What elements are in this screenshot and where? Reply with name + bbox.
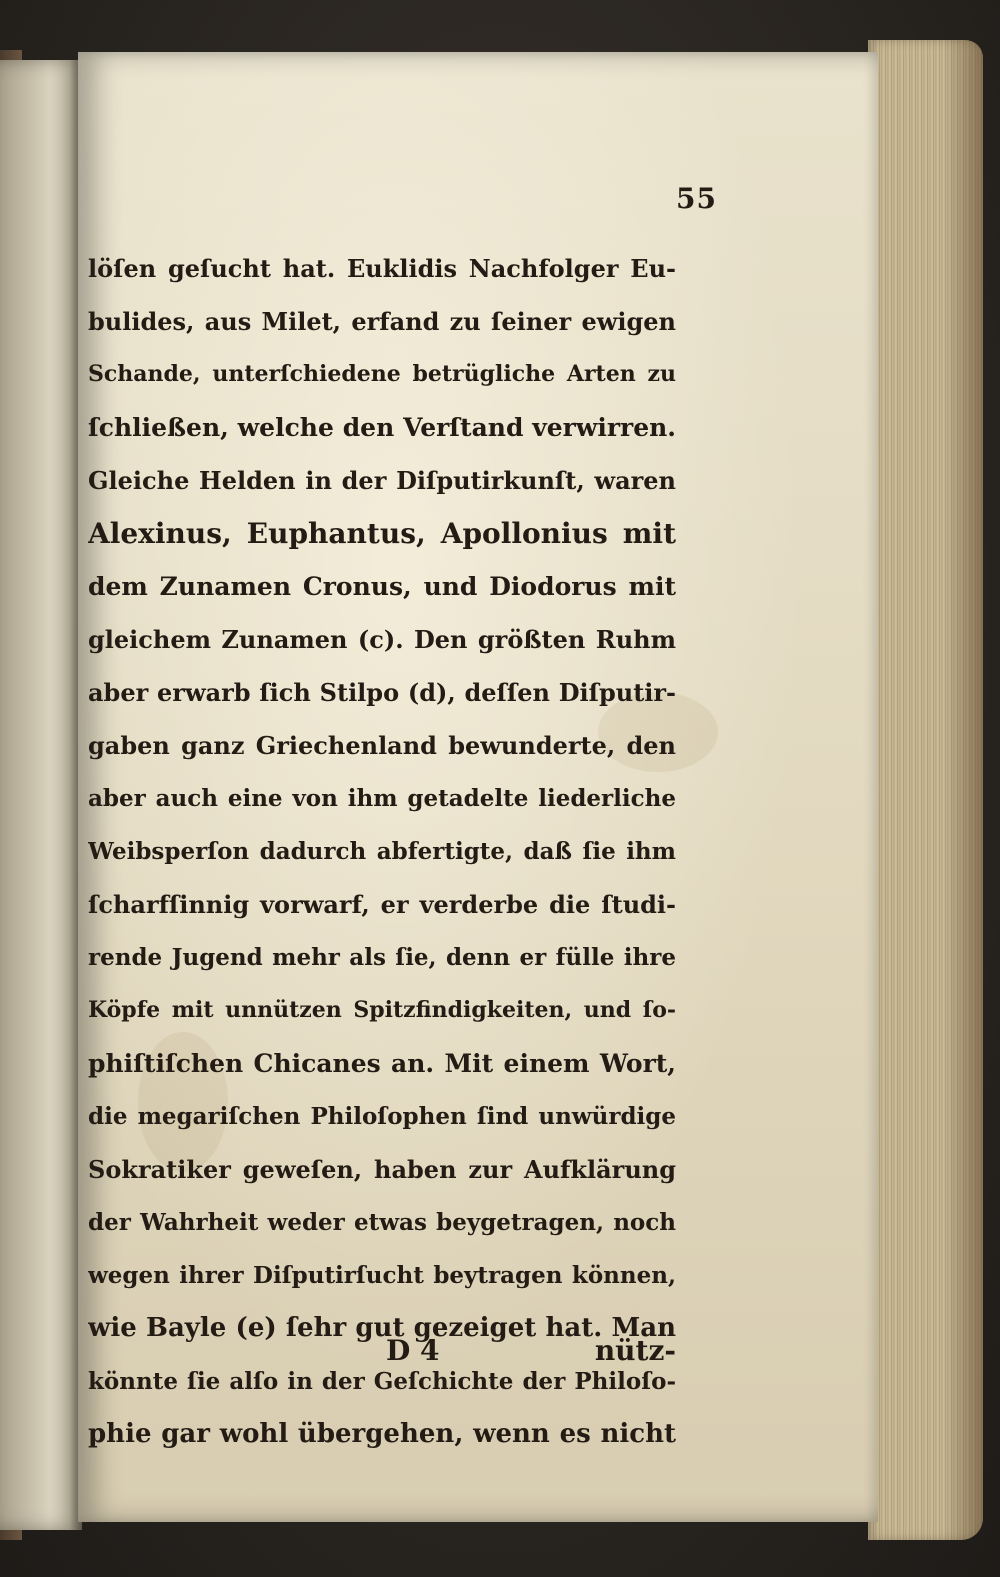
book-page <box>78 52 878 1522</box>
text-line: Alexinus, Euphantus, Apollonius mit <box>88 517 676 550</box>
book-page-edges <box>868 40 983 1540</box>
text-line: ſcharfſinnig vorwarf, er verderbe die ſtudi- <box>88 890 676 919</box>
text-line: Gleiche Helden in der Diſputirkunſt, waren <box>88 466 676 495</box>
text-line: löſen geſucht hat. Euklidis Nachfolger Eu- <box>88 254 676 283</box>
text-line: könnte ſie alſo in der Geſchichte der Philoſo- <box>88 1368 676 1395</box>
text-line: rende Jugend mehr als ſie, denn er fülle ihre <box>88 944 676 971</box>
text-line: gaben ganz Griechenland bewunderte, den <box>88 731 676 760</box>
page-footer <box>88 1324 676 1377</box>
text-line: Weibsperſon dadurch abfertigte, daß ſie ihm <box>88 838 676 865</box>
text-line: phie gar wohl übergehen, wenn es nicht <box>88 1419 676 1449</box>
left-page-edge <box>0 60 82 1530</box>
text-line: die megariſchen Philoſophen ſind unwürdige <box>88 1103 676 1130</box>
catchword: nütz- <box>594 1334 676 1367</box>
text-line: aber erwarb ſich Stilpo (d), deſſen Diſputir- <box>88 678 676 707</box>
text-line: aber auch eine von ihm getadelte liederliche <box>88 785 676 812</box>
body-text <box>88 242 676 1461</box>
signature-mark: D 4 <box>386 1334 440 1367</box>
text-line: wegen ihrer Diſputirſucht beytragen können, <box>88 1262 676 1289</box>
text-line: Schande, unterſchiedene betrügliche Arten zu <box>88 361 676 387</box>
text-line: dem Zunamen Cronus, und Diodorus mit <box>88 572 676 601</box>
text-line: gleichem Zunamen (c). Den größten Ruhm <box>88 625 676 654</box>
text-line: Köpfe mit unnützen Spitzfindigkeiten, und ſo- <box>88 997 676 1023</box>
text-line: Sokratiker geweſen, haben zur Aufklärung <box>88 1155 676 1184</box>
text-line: wie Bayle (e) ſehr gut gezeiget hat. Man <box>88 1313 676 1343</box>
page-number: 55 <box>676 182 717 215</box>
text-line: bulides, aus Milet, erfand zu ſeiner ewigen <box>88 307 676 336</box>
text-line: der Wahrheit weder etwas beygetragen, noch <box>88 1209 676 1236</box>
text-line: ſchließen, welche den Verſtand verwirren. <box>88 413 676 442</box>
text-line: phiſtiſchen Chicanes an. Mit einem Wort, <box>88 1049 676 1078</box>
